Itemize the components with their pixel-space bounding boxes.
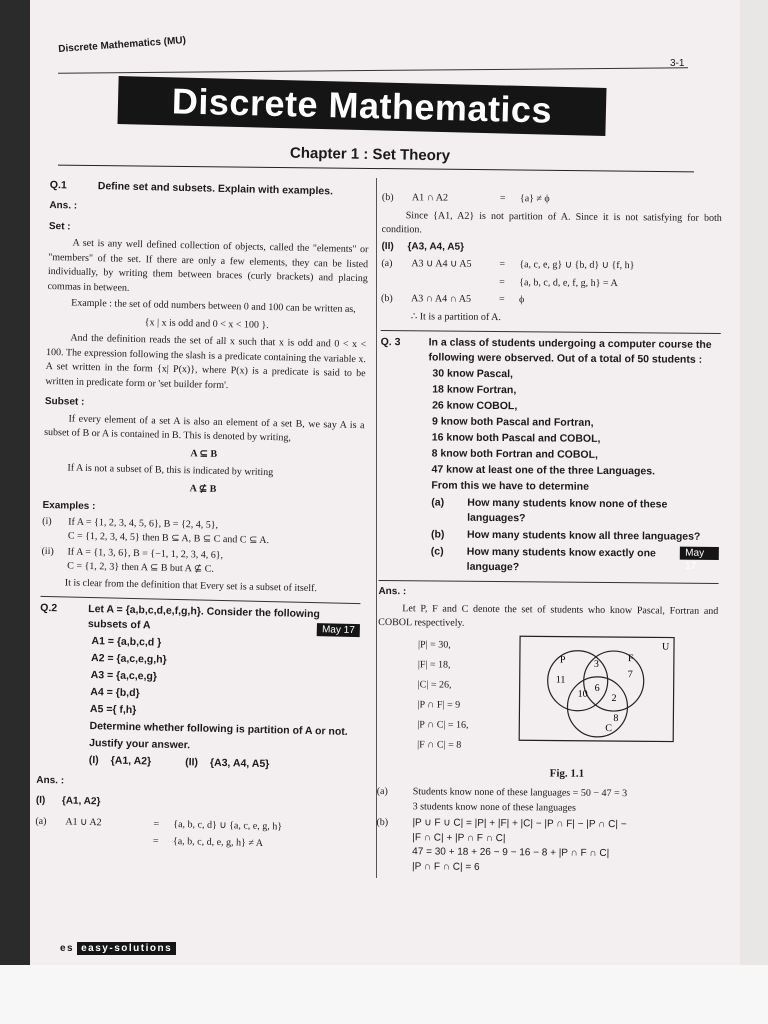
region-p-and-c: 10 [577,688,588,700]
option-text: {A3, A4, A5} [209,756,270,770]
spacer [411,275,499,290]
fact-item: 47 know at least one of the three Languages. [431,463,656,478]
equation-row [381,292,721,309]
counts-and-diagram [377,632,718,765]
fact-item: 26 know COBOL, [432,399,518,413]
answer-line: Students know none of these languages = 50 − 47 = 3 [412,786,628,800]
equation-rhs: {a, c, e, g} ∪ {b, d} ∪ {f, h} [519,259,635,272]
header-rule [58,67,688,73]
example-body [67,545,223,578]
count-list [417,635,469,755]
section-rule [379,580,719,584]
equation-label: (a) [35,815,47,827]
equation-label: (b) [381,191,394,204]
subquestion-text: How many students know all three languages? [466,528,701,543]
fact-item: 18 know Fortran, [432,383,517,397]
answer-label: Ans. : [378,585,407,598]
part-set: {A1, A2} [61,795,101,808]
page-number: 3-1 [670,58,685,69]
subquestion-label: (c) [430,545,444,558]
equation-label: (b) [380,292,393,305]
count-item: |C| = 26, [417,678,452,691]
equals-sign: = [499,259,506,271]
region-p-only: 11 [555,674,566,686]
equals-sign: = [499,276,505,288]
facts-list [379,365,720,496]
spacer [35,832,65,847]
subset-definition: If every element of a set A is also an element of a set B, we say A is a subset of B or A is contained in B. This is denoted by writing, [44,412,365,444]
spacer [381,274,411,289]
equation-lhs: A1 ∪ A2 [65,816,102,828]
option-label: (II) [185,755,199,769]
subquestion [379,527,719,545]
fact-item: 8 know both Fortran and COBOL, [431,447,598,461]
not-subset-text: If A is not a subset of B, this is indicated by writing [67,462,274,479]
answer-intro: Let P, F and C denote the set of students who know Pascal, Fortran and COBOL respectively. [378,602,719,629]
subject-banner: Discrete Mathematics [117,76,606,136]
equation-label: (a) [381,257,393,270]
count-item: |F| = 18, [417,658,451,671]
example-text: Example : the set of odd numbers between 0 and 100 can be written as, [71,297,356,315]
question-number: Q.2 [40,601,58,615]
example-line: C = {1, 2, 3, 4, 5} then B ⊆ A, B ⊆ C and C ⊆ A. [67,530,270,547]
example-line: If A = {1, 3, 6}, B = {−1, 1, 2, 3, 4, 6}, [67,545,224,561]
question-number: Q. 3 [380,335,401,349]
question-text: Let A = {a,b,c,d,e,f,g,h}. Consider the following subsets of A [87,602,321,632]
question-3 [380,335,720,368]
logo-mark: es [60,943,75,954]
part-set: {A3, A4, A5} [407,240,465,253]
set-label-f: F [627,652,634,664]
part-label: (I) [35,794,46,807]
region-f-only: 7 [627,668,633,680]
not-subset-notation: A ⊈ B [189,482,217,495]
equation-lhs: A3 ∪ A4 ∪ A5 [411,258,472,270]
publisher-logo [60,942,176,955]
answer-line: 3 students know none of these languages [412,800,576,814]
example-body [68,515,270,549]
equals-sign: = [499,193,506,205]
equation-rhs: ϕ [518,294,525,306]
equation-rhs: {a} ≠ ϕ [519,193,550,205]
equation-row [35,832,355,854]
question-number: Q.1 [49,178,67,192]
equation-lhs: A1 ∩ A2 [411,192,449,204]
option-label: (I) [88,753,99,766]
fact-item: From this we have to determine [431,479,589,493]
answer-b [376,816,716,877]
equation-rhs: {a, b, c, d} ∪ {a, c, e, g, h} [173,818,283,832]
chapter-title: Chapter 1 : Set Theory [289,144,451,165]
subset-item: A1 = {a,b,c,d } [91,634,162,649]
venn-diagram [517,634,678,745]
closing-remark: It is clear from the definition that Every set is a subset of itself. [64,576,318,594]
left-column [35,178,370,857]
equation-rhs: {a, b, c, d, e, f, g, h} = A [519,276,618,289]
part-heading [36,794,356,816]
universe-label: U [661,640,670,653]
part1-conclusion: Since {A1, A2} is not partition of A. Since it is not satisfying for both condition. [381,209,722,236]
fact-item: 9 know both Pascal and Fortran, [431,415,594,429]
example-line: If A = {1, 2, 3, 4, 5, 6}, B = {2, 4, 5}, [68,516,219,531]
subset-item: A4 = {b,d} [90,685,140,699]
region-f-and-c: 2 [611,692,617,704]
section-rule [381,330,721,334]
running-header-title: Discrete Mathematics (MU) [58,35,187,55]
question-text: In a class of students undergoing a computer course the following were observed. Out of a total of 50 students : [428,336,712,366]
determine-text: Determine whether following is partition of A or not. Justify your answer. [89,719,348,751]
region-c-only: 8 [613,712,619,724]
answer-label: (a) [376,785,388,798]
answer-body [413,785,628,816]
fact-item: 16 know both Pascal and COBOL, [431,431,601,445]
subquestion-text: How many students know exactly one language? [466,545,656,574]
answer-label: (b) [376,816,389,829]
subset-item: A2 = {a,c,e,g,h} [90,651,167,666]
region-all-three: 6 [594,682,600,694]
answer-line: |F ∩ C| + |P ∩ F ∩ C| [412,831,506,844]
part-heading [381,239,721,256]
subquestion-label: (a) [431,496,445,509]
chapter-rule [58,165,694,173]
figure-caption: Fig. 1.1 [549,766,585,780]
fact-item: 30 know Pascal, [432,367,513,381]
answer-line: 47 = 30 + 18 + 26 − 9 − 16 − 8 + |P ∩ F ∩ C| [412,846,610,860]
document-page [30,0,740,965]
set-label-c: C [605,722,613,734]
exam-badge: May 17 [680,547,719,560]
page-bottom-margin [0,965,768,1024]
answer-label: Ans. : [49,199,78,212]
option-text: {A1, A2} [110,754,152,767]
right-column [376,188,722,879]
answer-label: Ans. : [36,774,65,786]
part-label: (II) [381,240,394,252]
count-item: |P ∩ F| = 9 [417,698,461,711]
question-text: Define set and subsets. Explain with examples. [97,180,334,198]
examples-heading: Examples : [42,499,96,513]
equation-rhs: {a, b, c, d, e, g, h} ≠ A [172,835,264,850]
set-label-p: P [559,654,566,666]
set-heading: Set : [48,220,71,232]
equation-row [382,191,722,208]
subquestion [379,495,719,528]
equals-sign: = [153,818,160,830]
subset-item: A3 = {a,c,e,g} [90,668,158,683]
subset-item: A5 ={ f,h} [89,702,137,716]
set-definition: A set is any well defined collection of objects, called the "elements" or "members" of the set. If there are only a few elements, they can be listed individually, by writing them between braces (curly brackets) and placing commas in between. [47,237,369,294]
equation-row [381,274,721,291]
answer-line: |P ∩ F ∩ C| = 6 [412,860,480,873]
definition-paragraph: And the definition reads the set of all x such that x is odd and 0 < x < 100. The expression following the slash is a predicate containing the variable x. A set written in the form {x| P(x)}, where P(x) is a predicate is said to be written in predicate form or 'set builder form'. [45,332,367,391]
answer-a [377,785,717,817]
count-item: |F ∩ C| = 8 [417,738,462,751]
exam-badge: May 17 [317,623,360,637]
equation-lhs: A3 ∩ A4 ∩ A5 [410,293,472,305]
region-p-and-f: 3 [593,658,599,670]
equals-sign: = [152,835,159,847]
example-label: (i) [42,515,52,527]
subquestion [379,544,719,577]
example-item [41,544,362,580]
question-1 [50,178,370,200]
equation-row [381,257,721,274]
subset-notation: A ⊆ B [190,447,218,460]
subset-heading: Subset : [44,395,85,408]
subquestion-text: How many students know none of these languages? [467,496,668,525]
equals-sign: = [498,294,505,306]
example-line: C = {1, 2, 3} then A ⊆ B but A ⊈ C. [67,560,215,575]
answer-body [412,816,627,876]
example-label: (ii) [41,545,54,557]
count-item: |P| = 30, [417,638,451,651]
subsets-list [38,631,360,723]
set-builder-expression: {x | x is odd and 0 < x < 100 }. [144,316,269,331]
count-item: |P ∩ C| = 16, [417,718,469,731]
spacer [65,833,153,849]
answer-line: |P ∪ F ∪ C| = |P| + |F| + |C| − |P ∩ F| − |P ∩ C| − [412,817,627,831]
subquestion-label: (b) [430,528,445,541]
part2-conclusion: ∴ It is a partition of A. [410,310,501,323]
logo-text: easy-solutions [77,942,176,955]
